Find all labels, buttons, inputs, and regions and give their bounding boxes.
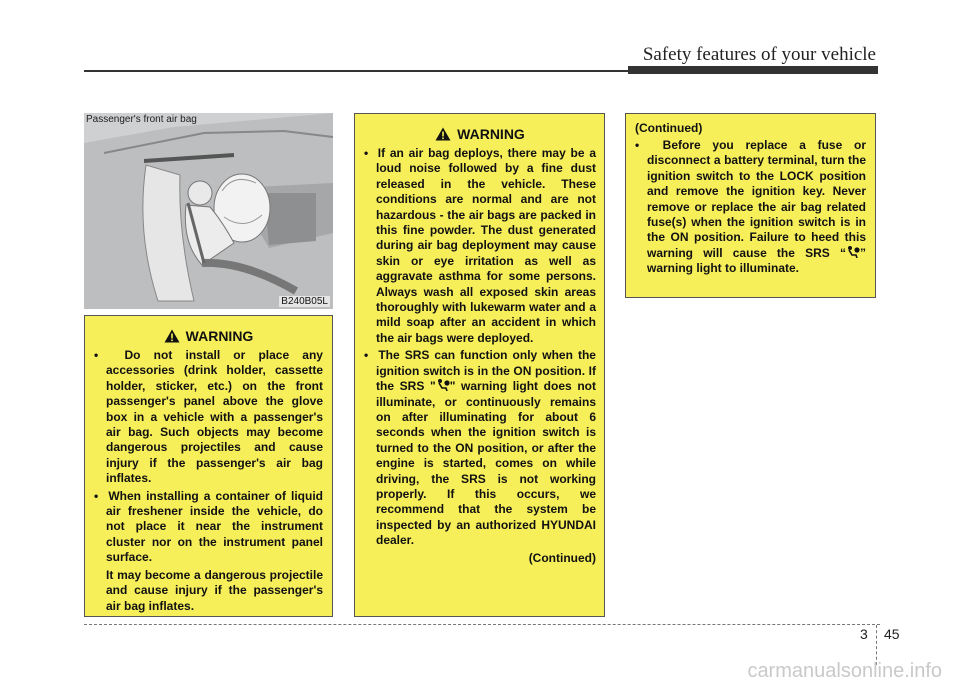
continued-label: (Continued) <box>528 550 596 565</box>
header-rule <box>84 70 628 72</box>
warning-bullet: • If an air bag deploys, there may be a loud noise followed by a fine dust released in the vehicle. These conditions are normal and are not hazardous - the air bags are packed in this fine powder. The dust generated during air bag deployment may cause skin or eye irritation as well as aggravate asthma for some persons. Always wash all exposed skin areas thoroughly with lukewarm water and a mild soap after an accident in which the air bags were deployed. <box>364 146 596 345</box>
warning-bullet: • Before you replace a fuse or disconnect a battery terminal, turn the ignition switch to the LOCK position and remove the ignition key. Never remove or replace the air bag related fuse(s) when the ignition switch is in the ON position. Failure to heed this warning will cause the SRS “ ” warning light to illuminate. <box>635 138 866 276</box>
continued-heading: (Continued) <box>635 121 703 135</box>
warning-box-left <box>84 315 333 617</box>
figure-code: B240B05L <box>281 296 328 307</box>
airbag-illustration-icon <box>84 113 333 309</box>
chapter-number: 3 <box>860 626 868 642</box>
warning-header <box>94 328 323 344</box>
watermark: carmanualsonline.info <box>747 660 942 682</box>
srs-airbag-icon <box>436 379 450 391</box>
warning-bullet: • Do not install or place any accessories (drink holder, cassette holder, sticker, etc.) on the front passenger's panel above the glove box in a vehicle with a passenger's air bag. Such objects may become dangerous projectiles and cause injury if the passenger's air bag inflates. <box>94 348 323 486</box>
warning-triangle-icon <box>164 329 180 343</box>
figure-caption: Passenger's front air bag <box>86 114 197 125</box>
page-separator <box>876 625 877 665</box>
page-number: 45 <box>884 626 900 642</box>
footer-rule <box>84 624 880 625</box>
warning-triangle-icon <box>435 127 451 141</box>
continued-box-right <box>625 113 876 298</box>
header-bar <box>628 66 878 74</box>
warning-bullet: • When installing a container of liquid air freshener inside the vehicle, do not place it near the instrument cluster nor on the instrument panel surface. <box>94 488 323 565</box>
warning-bullet: • The SRS can function only when the ignition switch is in the ON position. If the SRS " " warning light does not illuminate, or continuously remains on after illuminating for about 6 seconds when the ignition switch is turned to the ON position, or after the engine is started, comes on while driving, the SRS is not working properly. If this occurs, we recommend that the system be inspected by an authorized HYUNDAI dealer. <box>364 348 597 548</box>
srs-airbag-icon <box>846 246 860 258</box>
warning-header <box>364 126 596 142</box>
section-title: Safety features of your vehicle <box>642 44 876 65</box>
airbag-figure <box>84 113 333 309</box>
warning-box-middle <box>354 113 605 617</box>
warning-paragraph: It may become a dangerous projectile and cause injury if the passenger's air bag inflates. <box>106 567 323 613</box>
warning-title: WARNING <box>185 328 254 344</box>
warning-title: WARNING <box>457 126 525 142</box>
